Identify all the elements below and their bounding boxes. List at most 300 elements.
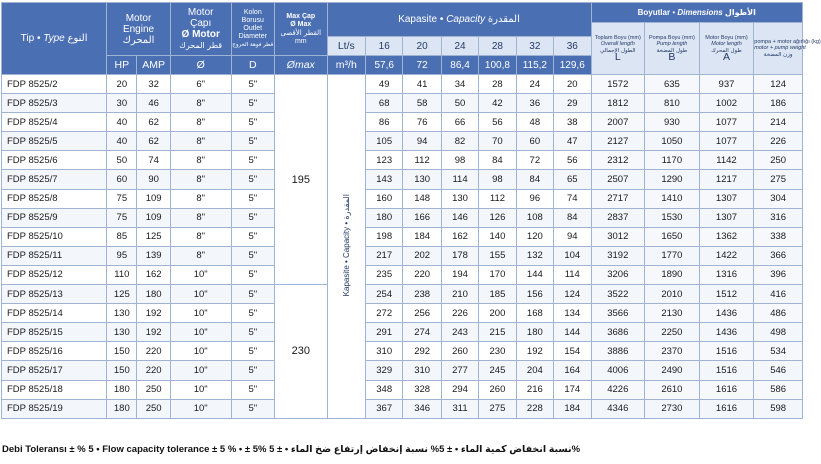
weight-cell: 498 (754, 323, 803, 342)
head-value-cell: 178 (441, 246, 478, 265)
pump-length-cell: 1650 (645, 227, 700, 246)
outlet-diameter-cell: 5" (231, 265, 274, 284)
model-cell: FDP 8525/4 (2, 113, 107, 132)
motor-length-cell: 1307 (699, 208, 754, 227)
head-value-cell: 166 (403, 208, 441, 227)
model-cell: FDP 8525/18 (2, 380, 107, 399)
head-value-cell: 120 (516, 227, 553, 246)
head-value-cell: 140 (479, 227, 516, 246)
outlet-diameter-cell: 5" (231, 94, 274, 113)
head-value-cell: 28 (479, 75, 516, 94)
overall-length-cell: 2507 (591, 170, 645, 189)
overall-length-cell: 2312 (591, 151, 645, 170)
head-value-cell: 272 (366, 304, 403, 323)
head-value-cell: 291 (366, 323, 403, 342)
weight-cell: 186 (754, 94, 803, 113)
amp-cell: 250 (137, 399, 170, 418)
header-lts: 24 (441, 37, 478, 56)
head-value-cell: 144 (554, 323, 591, 342)
motor-length-cell: 1077 (699, 113, 754, 132)
head-value-cell: 42 (479, 94, 516, 113)
head-value-cell: 243 (441, 323, 478, 342)
motor-length-cell: 937 (699, 75, 754, 94)
outlet-diameter-cell: 5" (231, 285, 274, 304)
pump-length-cell: 635 (645, 75, 700, 94)
hp-cell: 110 (107, 265, 137, 284)
motor-length-cell: 1307 (699, 189, 754, 208)
outlet-diameter-cell: 5" (231, 399, 274, 418)
tolerance-note: Debi Toleransı ± % 5 • Flow capacity tolerance ± 5 % • ± 5% نسبة انخفاض كمية الماء • ± 5% نسبة إنخفاض إرتفاع ضخ الماء • ± 5% (2, 444, 581, 455)
amp-cell: 32 (137, 75, 170, 94)
header-capacity: Kapasite • Capacity المقدرة (327, 3, 591, 37)
pump-length-cell: 1170 (645, 151, 700, 170)
head-value-cell: 104 (554, 246, 591, 265)
header-m3h: 86,4 (441, 56, 478, 75)
head-value-cell: 112 (403, 151, 441, 170)
model-cell: FDP 8525/6 (2, 151, 107, 170)
overall-length-cell: 2837 (591, 208, 645, 227)
pump-length-cell: 2490 (645, 361, 700, 380)
table-row (2, 227, 803, 246)
model-cell: FDP 8525/14 (2, 304, 107, 323)
amp-cell: 109 (137, 208, 170, 227)
head-value-cell: 49 (366, 75, 403, 94)
table-row (2, 380, 803, 399)
amp-cell: 46 (137, 94, 170, 113)
head-value-cell: 170 (479, 265, 516, 284)
head-value-cell: 311 (441, 399, 478, 418)
head-value-cell: 38 (554, 113, 591, 132)
hp-cell: 150 (107, 361, 137, 380)
hp-cell: 50 (107, 151, 137, 170)
motor-diameter-cell: 10" (170, 323, 231, 342)
pump-length-cell: 1290 (645, 170, 700, 189)
header-hp: HP (107, 56, 137, 75)
motor-diameter-cell: 10" (170, 285, 231, 304)
head-value-cell: 94 (403, 132, 441, 151)
head-value-cell: 47 (554, 132, 591, 151)
pump-length-cell: 810 (645, 94, 700, 113)
pump-length-cell: 2610 (645, 380, 700, 399)
head-value-cell: 260 (479, 380, 516, 399)
head-value-cell: 154 (554, 342, 591, 361)
header-dimensions: Boyutlar • Dimensions الأطوال (591, 3, 803, 23)
hp-cell: 85 (107, 227, 137, 246)
motor-length-cell: 1422 (699, 246, 754, 265)
overall-length-cell: 4346 (591, 399, 645, 418)
pump-length-cell: 930 (645, 113, 700, 132)
weight-cell: 124 (754, 75, 803, 94)
head-value-cell: 228 (516, 399, 553, 418)
head-value-cell: 144 (516, 265, 553, 284)
model-cell: FDP 8525/13 (2, 285, 107, 304)
weight-cell: 226 (754, 132, 803, 151)
amp-cell: 180 (137, 285, 170, 304)
header-outlet-symbol: D (231, 56, 274, 75)
table-row (2, 399, 803, 418)
header-type: Tip • Type النوع (2, 3, 107, 75)
motor-length-cell: 1616 (699, 399, 754, 418)
hp-cell: 75 (107, 208, 137, 227)
table-row (2, 361, 803, 380)
head-value-cell: 84 (554, 208, 591, 227)
amp-cell: 220 (137, 342, 170, 361)
motor-length-cell: 1002 (699, 94, 754, 113)
head-value-cell: 226 (441, 304, 478, 323)
head-value-cell: 84 (516, 170, 553, 189)
hp-cell: 150 (107, 342, 137, 361)
table-row (2, 170, 803, 189)
head-value-cell: 126 (479, 208, 516, 227)
head-value-cell: 194 (441, 265, 478, 284)
pump-length-cell: 1410 (645, 189, 700, 208)
head-value-cell: 156 (516, 285, 553, 304)
motor-diameter-cell: 8" (170, 208, 231, 227)
model-cell: FDP 8525/10 (2, 227, 107, 246)
amp-cell: 62 (137, 113, 170, 132)
amp-cell: 74 (137, 151, 170, 170)
header-lts: 36 (554, 37, 591, 56)
motor-length-cell: 1436 (699, 323, 754, 342)
motor-diameter-cell: 10" (170, 265, 231, 284)
pump-length-cell: 1890 (645, 265, 700, 284)
outlet-diameter-cell: 5" (231, 132, 274, 151)
motor-diameter-cell: 8" (170, 113, 231, 132)
motor-diameter-cell: 8" (170, 132, 231, 151)
head-value-cell: 84 (479, 151, 516, 170)
motor-diameter-cell: 10" (170, 399, 231, 418)
max-diameter-cell: 195 (275, 75, 328, 285)
head-value-cell: 192 (516, 342, 553, 361)
weight-cell: 316 (754, 208, 803, 227)
overall-length-cell: 2007 (591, 113, 645, 132)
table-row (2, 323, 803, 342)
hp-cell: 180 (107, 399, 137, 418)
header-motor-dia-symbol: Ø (170, 56, 231, 75)
head-value-cell: 98 (441, 151, 478, 170)
amp-cell: 90 (137, 170, 170, 189)
head-value-cell: 348 (366, 380, 403, 399)
model-cell: FDP 8525/8 (2, 189, 107, 208)
head-value-cell: 162 (441, 227, 478, 246)
motor-diameter-cell: 8" (170, 94, 231, 113)
table-row (2, 342, 803, 361)
head-value-cell: 48 (516, 113, 553, 132)
head-value-cell: 235 (366, 265, 403, 284)
overall-length-cell: 4226 (591, 380, 645, 399)
table-header (2, 3, 821, 75)
weight-cell: 338 (754, 227, 803, 246)
motor-diameter-cell: 10" (170, 361, 231, 380)
weight-cell: 275 (754, 170, 803, 189)
amp-cell: 109 (137, 189, 170, 208)
head-value-cell: 108 (516, 208, 553, 227)
head-value-cell: 94 (554, 227, 591, 246)
outlet-diameter-cell: 5" (231, 113, 274, 132)
outlet-diameter-cell: 5" (231, 361, 274, 380)
header-weight: pompa + motor ağırlığı (kg) motor + pump weight وزن المضخة (754, 23, 803, 75)
head-value-cell: 50 (441, 94, 478, 113)
header-motor-length: Motor Boyu (mm) Motor length طول المحرك A (699, 23, 754, 75)
overall-length-cell: 3686 (591, 323, 645, 342)
head-value-cell: 24 (516, 75, 553, 94)
motor-length-cell: 1217 (699, 170, 754, 189)
model-cell: FDP 8525/16 (2, 342, 107, 361)
head-value-cell: 184 (554, 399, 591, 418)
head-value-cell: 20 (554, 75, 591, 94)
head-value-cell: 200 (479, 304, 516, 323)
head-value-cell: 168 (516, 304, 553, 323)
model-cell: FDP 8525/11 (2, 246, 107, 265)
header-motor: Motor Engine المحرك (107, 3, 171, 56)
overall-length-cell: 3206 (591, 265, 645, 284)
head-value-cell: 76 (403, 113, 441, 132)
model-cell: FDP 8525/9 (2, 208, 107, 227)
head-value-cell: 198 (366, 227, 403, 246)
header-pump-length: Pompa Boyu (mm) Pump length طول المضخة B (645, 23, 700, 75)
weight-cell: 366 (754, 246, 803, 265)
table-row (2, 189, 803, 208)
head-value-cell: 105 (366, 132, 403, 151)
table-row (2, 246, 803, 265)
head-value-cell: 160 (366, 189, 403, 208)
model-cell: FDP 8525/2 (2, 75, 107, 94)
header-overall-length: Toplam Boyu (mm) Overall length الطول الإجمالي L (591, 23, 645, 75)
head-value-cell: 184 (403, 227, 441, 246)
head-value-cell: 114 (441, 170, 478, 189)
head-value-cell: 36 (516, 94, 553, 113)
header-max-diameter: Max Çap Ø Max القطر الأقصى mm (275, 3, 328, 56)
head-value-cell: 275 (479, 399, 516, 418)
head-value-cell: 96 (516, 189, 553, 208)
head-value-cell: 256 (403, 304, 441, 323)
amp-cell: 250 (137, 380, 170, 399)
head-value-cell: 238 (403, 285, 441, 304)
outlet-diameter-cell: 5" (231, 246, 274, 265)
outlet-diameter-cell: 5" (231, 304, 274, 323)
hp-cell: 130 (107, 304, 137, 323)
head-value-cell: 82 (441, 132, 478, 151)
capacity-vertical-text: Kapasite • Capacity • المقدرة (341, 193, 351, 297)
header-lts-unit: Lt/s (327, 37, 365, 56)
motor-length-cell: 1077 (699, 132, 754, 151)
motor-diameter-cell: 6" (170, 75, 231, 94)
weight-cell: 304 (754, 189, 803, 208)
hp-cell: 20 (107, 75, 137, 94)
head-value-cell: 70 (479, 132, 516, 151)
head-value-cell: 155 (479, 246, 516, 265)
outlet-diameter-cell: 5" (231, 323, 274, 342)
outlet-diameter-cell: 5" (231, 151, 274, 170)
outlet-diameter-cell: 5" (231, 189, 274, 208)
head-value-cell: 56 (479, 113, 516, 132)
head-value-cell: 245 (479, 361, 516, 380)
amp-cell: 192 (137, 304, 170, 323)
head-value-cell: 346 (403, 399, 441, 418)
weight-cell: 534 (754, 342, 803, 361)
outlet-diameter-cell: 5" (231, 170, 274, 189)
head-value-cell: 292 (403, 342, 441, 361)
pump-spec-table (1, 2, 821, 419)
head-value-cell: 220 (403, 265, 441, 284)
model-cell: FDP 8525/7 (2, 170, 107, 189)
header-lts: 20 (403, 37, 441, 56)
header-lts: 28 (479, 37, 516, 56)
pump-length-cell: 2130 (645, 304, 700, 323)
hp-cell: 130 (107, 323, 137, 342)
head-value-cell: 98 (479, 170, 516, 189)
motor-diameter-cell: 8" (170, 170, 231, 189)
head-value-cell: 277 (441, 361, 478, 380)
motor-diameter-cell: 8" (170, 246, 231, 265)
hp-cell: 95 (107, 246, 137, 265)
outlet-diameter-cell: 5" (231, 380, 274, 399)
head-value-cell: 174 (554, 380, 591, 399)
head-value-cell: 132 (516, 246, 553, 265)
weight-cell: 546 (754, 361, 803, 380)
table-row (2, 265, 803, 284)
model-cell: FDP 8525/12 (2, 265, 107, 284)
head-value-cell: 230 (479, 342, 516, 361)
head-value-cell: 29 (554, 94, 591, 113)
head-value-cell: 68 (366, 94, 403, 113)
head-value-cell: 72 (516, 151, 553, 170)
head-value-cell: 124 (554, 285, 591, 304)
head-value-cell: 274 (403, 323, 441, 342)
amp-cell: 62 (137, 132, 170, 151)
weight-cell: 486 (754, 304, 803, 323)
head-value-cell: 58 (403, 94, 441, 113)
head-value-cell: 202 (403, 246, 441, 265)
weight-cell: 416 (754, 285, 803, 304)
amp-cell: 192 (137, 323, 170, 342)
pump-length-cell: 1530 (645, 208, 700, 227)
head-value-cell: 130 (441, 189, 478, 208)
table-row (2, 285, 803, 304)
pump-length-cell: 2730 (645, 399, 700, 418)
overall-length-cell: 2717 (591, 189, 645, 208)
head-value-cell: 66 (441, 113, 478, 132)
head-value-cell: 86 (366, 113, 403, 132)
head-value-cell: 130 (403, 170, 441, 189)
table-row (2, 94, 803, 113)
head-value-cell: 217 (366, 246, 403, 265)
outlet-diameter-cell: 5" (231, 227, 274, 246)
model-cell: FDP 8525/17 (2, 361, 107, 380)
head-value-cell: 148 (403, 189, 441, 208)
table-row (2, 75, 803, 94)
amp-cell: 139 (137, 246, 170, 265)
head-value-cell: 134 (554, 304, 591, 323)
header-m3h: 100,8 (479, 56, 516, 75)
max-diameter-cell: 230 (275, 285, 328, 419)
header-lts: 32 (516, 37, 553, 56)
head-value-cell: 65 (554, 170, 591, 189)
head-value-cell: 34 (441, 75, 478, 94)
header-m3h-unit: m³/h (327, 56, 365, 75)
weight-cell: 250 (754, 151, 803, 170)
pump-length-cell: 2010 (645, 285, 700, 304)
motor-diameter-cell: 8" (170, 151, 231, 170)
head-value-cell: 180 (516, 323, 553, 342)
motor-length-cell: 1616 (699, 380, 754, 399)
header-m3h: 115,2 (516, 56, 553, 75)
head-value-cell: 210 (441, 285, 478, 304)
head-value-cell: 56 (554, 151, 591, 170)
weight-cell: 598 (754, 399, 803, 418)
hp-cell: 60 (107, 170, 137, 189)
overall-length-cell: 3886 (591, 342, 645, 361)
motor-diameter-cell: 10" (170, 304, 231, 323)
header-outlet-diameter: Kolon Borusu Outlet Diameter قطر فوهة الخروج (231, 3, 274, 56)
outlet-diameter-cell: 5" (231, 342, 274, 361)
header-m3h: 129,6 (554, 56, 591, 75)
motor-diameter-cell: 10" (170, 380, 231, 399)
overall-length-cell: 3012 (591, 227, 645, 246)
pump-length-cell: 2250 (645, 323, 700, 342)
motor-diameter-cell: 10" (170, 342, 231, 361)
motor-length-cell: 1316 (699, 265, 754, 284)
header-m3h: 72 (403, 56, 441, 75)
amp-cell: 162 (137, 265, 170, 284)
hp-cell: 40 (107, 132, 137, 151)
hp-cell: 125 (107, 285, 137, 304)
motor-diameter-cell: 8" (170, 227, 231, 246)
motor-diameter-cell: 8" (170, 189, 231, 208)
table-row (2, 304, 803, 323)
motor-length-cell: 1362 (699, 227, 754, 246)
head-value-cell: 112 (479, 189, 516, 208)
weight-cell: 214 (754, 113, 803, 132)
motor-length-cell: 1512 (699, 285, 754, 304)
hp-cell: 180 (107, 380, 137, 399)
amp-cell: 220 (137, 361, 170, 380)
header-m3h: 57,6 (366, 56, 403, 75)
head-value-cell: 310 (366, 342, 403, 361)
head-value-cell: 60 (516, 132, 553, 151)
table-row (2, 151, 803, 170)
motor-length-cell: 1516 (699, 361, 754, 380)
header-amp: AMP (137, 56, 170, 75)
overall-length-cell: 4006 (591, 361, 645, 380)
table-row (2, 132, 803, 151)
model-cell: FDP 8525/19 (2, 399, 107, 418)
pump-length-cell: 1050 (645, 132, 700, 151)
overall-length-cell: 2127 (591, 132, 645, 151)
header-motor-diameter: Motor Çapı Ø Motor قطر المحرك (170, 3, 231, 56)
head-value-cell: 185 (479, 285, 516, 304)
overall-length-cell: 3566 (591, 304, 645, 323)
overall-length-cell: 3522 (591, 285, 645, 304)
outlet-diameter-cell: 5" (231, 75, 274, 94)
head-value-cell: 204 (516, 361, 553, 380)
head-value-cell: 114 (554, 265, 591, 284)
head-value-cell: 41 (403, 75, 441, 94)
overall-length-cell: 1572 (591, 75, 645, 94)
capacity-vertical-label (327, 75, 365, 419)
head-value-cell: 328 (403, 380, 441, 399)
head-value-cell: 216 (516, 380, 553, 399)
overall-length-cell: 3192 (591, 246, 645, 265)
model-cell: FDP 8525/5 (2, 132, 107, 151)
head-value-cell: 180 (366, 208, 403, 227)
head-value-cell: 260 (441, 342, 478, 361)
amp-cell: 125 (137, 227, 170, 246)
hp-cell: 75 (107, 189, 137, 208)
table-body (2, 75, 803, 419)
motor-length-cell: 1142 (699, 151, 754, 170)
header-lts: 16 (366, 37, 403, 56)
